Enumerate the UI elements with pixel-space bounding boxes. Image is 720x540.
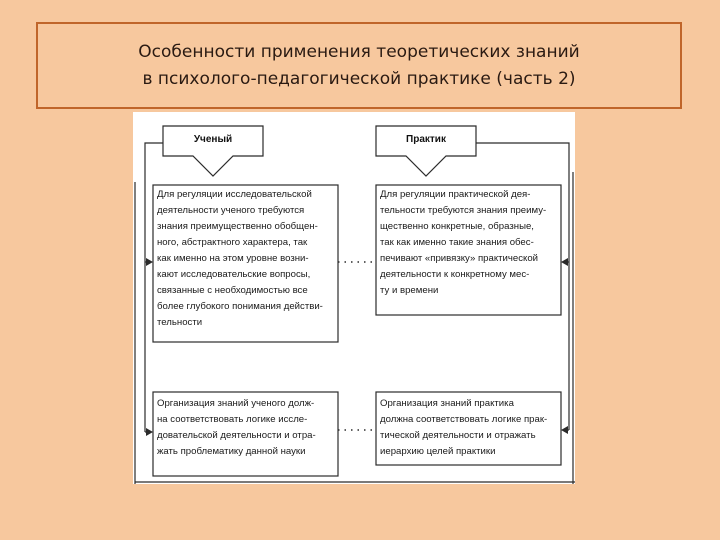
- slide-title-box: [36, 22, 682, 109]
- slide-title-line-1: Особенности применения теоретических знаний: [138, 41, 580, 62]
- right-top-text: Для регуляции практической дея- тельности требуются знания преиму- щественно конкретные, образные, так как именно такие знания обес- печивают «привязку» практической деятельности к конкретному мес- ту и времени: [380, 189, 547, 296]
- right-top-arrowhead: [561, 258, 568, 266]
- right-header-label: Практик: [406, 134, 446, 145]
- left-top-text: Для регуляции исследовательской деятельности ученого требуются знания преимущественно обобщен- ного, абстрактного характера, так как именно на этом уровне возни- кают исследовательские вопросы, связанные с необходимостью все более глубокого понимания действи- тельности: [157, 189, 323, 328]
- left-bottom-text: Организация знаний ученого долж- на соответствовать логике иссле- довательской деятельности и отра- жать проблематику данной науки: [157, 398, 316, 457]
- comparison-diagram: [133, 112, 575, 484]
- left-bottom-arrowhead: [146, 428, 153, 436]
- right-bottom-arrowhead: [561, 426, 568, 434]
- left-top-arrowhead: [146, 258, 153, 266]
- right-bottom-text: Организация знаний практика должна соответствовать логике прак- тической деятельности и отражать иерархию целей практики: [380, 398, 548, 457]
- slide-title-line-2: в психолого-педагогической практике (часть 2): [142, 68, 576, 89]
- left-header-label: Ученый: [193, 134, 233, 145]
